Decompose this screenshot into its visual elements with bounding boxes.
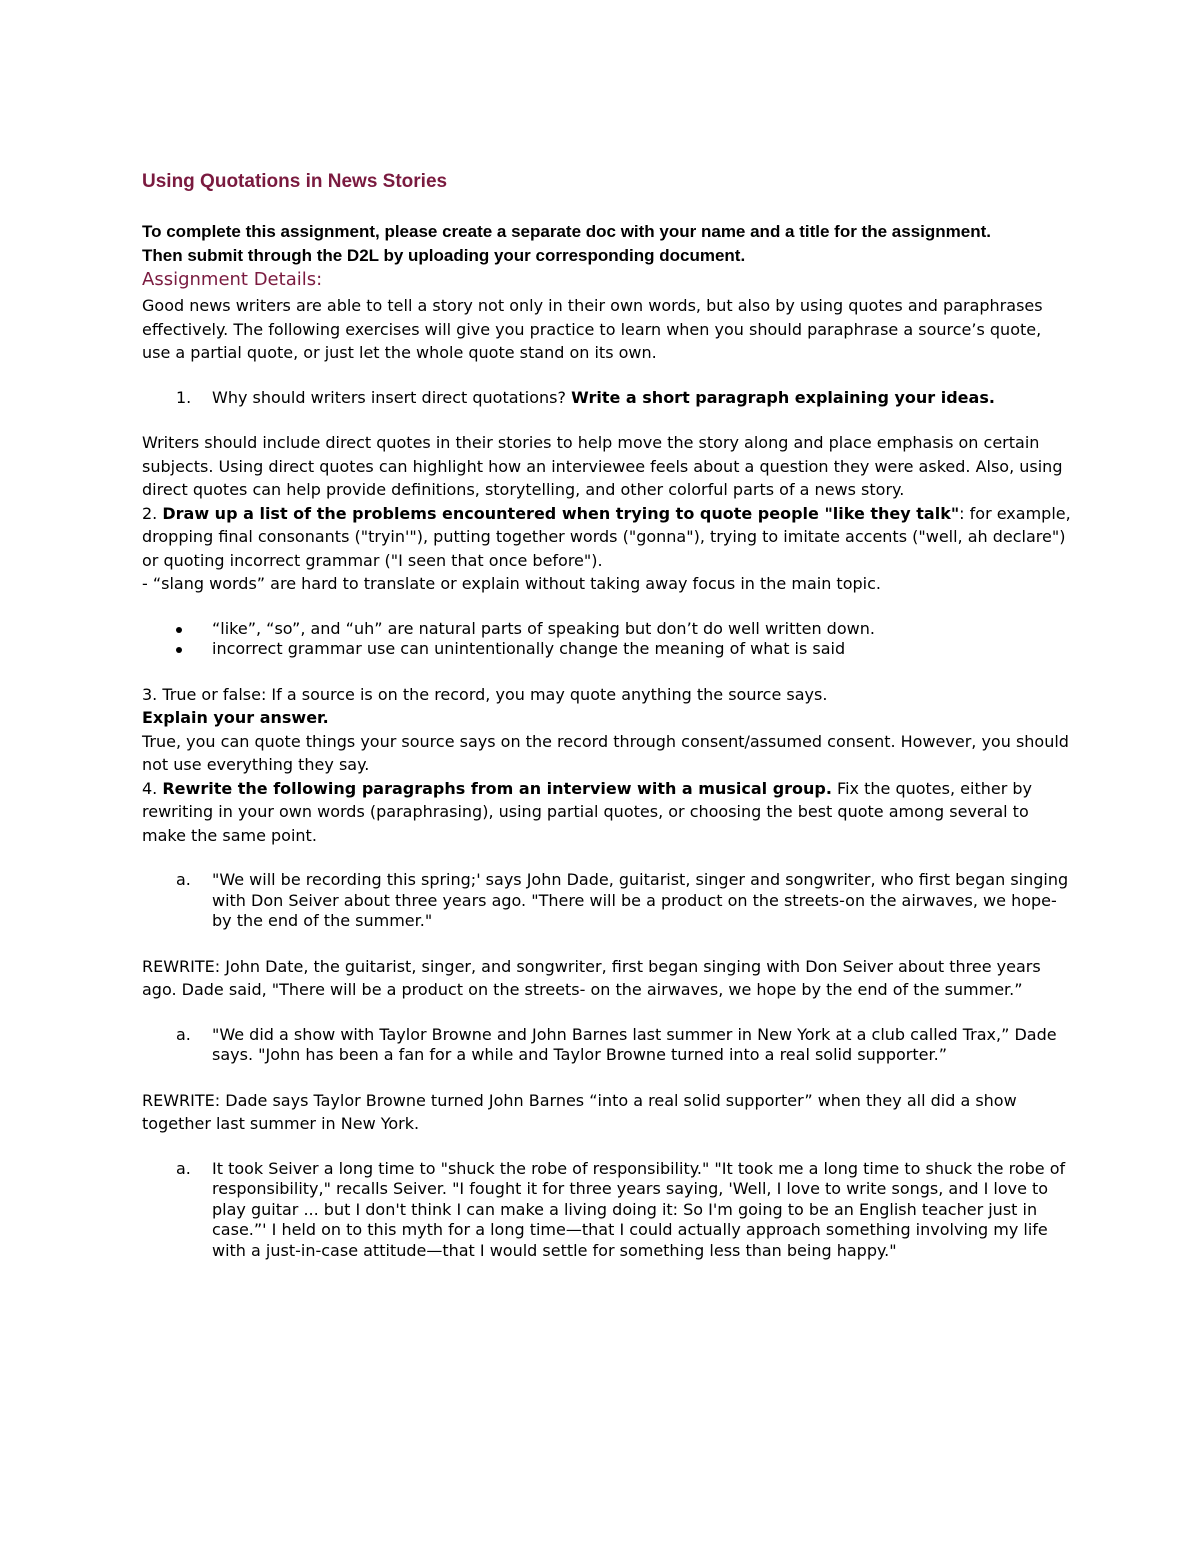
- list-item: [142, 619, 1072, 640]
- bullet-text: “like”, “so”, and “uh” are natural parts of speaking but don’t do well written down.: [212, 618, 875, 638]
- list-marker: a.: [176, 870, 191, 889]
- instructions-line-2: Then submit through the D2L by uploading your corresponding document.: [142, 246, 746, 265]
- question-1-text: Why should writers insert direct quotations?: [212, 387, 572, 407]
- item-text: "We will be recording this spring;' says John Dade, guitarist, singer and songwriter, who first began singing with Don Seiver about three years ago. "There will be a product on the streets-on the airwaves, we hope-by the end of the summer.": [212, 870, 1069, 930]
- item-a-3-list: [142, 1159, 1072, 1262]
- item-text: It took Seiver a long time to "shuck the robe of responsibility." "It took me a long time to shuck the robe of responsibility," recalls Seiver. "I fought it for three years saying, 'Well, I love to write songs, and I love to play guitar ... but I don't think I can make a living doing it: So I'm going to be an English teacher just in case.”' I held on to this myth for a long time—that I could actually approach something involving my life with a just-in-case attitude—that I would settle for something less than being happy.": [212, 1158, 1066, 1260]
- rewrite-1: REWRITE: John Date, the guitarist, singer, and songwriter, first began singing with Don Seiver about three years ago. Dade said, "There will be a product on the streets- on the airwaves, we hope by the end of the summer.”: [142, 956, 1041, 999]
- item-a-2-list: [142, 1025, 1072, 1066]
- list-marker: a.: [176, 1024, 191, 1044]
- list-item: [142, 1159, 1072, 1262]
- list-marker: 1.: [176, 387, 192, 407]
- answer-2-bullets: [142, 619, 1072, 660]
- item-text: "We did a show with Taylor Browne and John Barnes last summer in New York at a club called Trax,” Dade says. "John has been a fan for a while and Taylor Browne turned into a real solid supporter.”: [212, 1024, 1057, 1064]
- question-3-explain: [142, 706, 1072, 730]
- question-4: [142, 777, 1072, 848]
- page-title: Using Quotations in News Stories: [142, 171, 448, 192]
- question-4-rest: Fix the quotes, either by rewriting in your own words (paraphrasing), using partial quotes, or choosing the best quote among several to make the same point.: [142, 778, 1032, 845]
- question-4-bold: Rewrite the following paragraphs from an interview with a musical group.: [162, 778, 832, 798]
- item-a-1-list: [142, 870, 1072, 932]
- question-2: [142, 502, 1072, 573]
- question-1-list: [142, 388, 1072, 409]
- document-page: [142, 168, 1072, 1261]
- answer-1: Writers should include direct quotes in their stories to help move the story along and place emphasis on certain subjects. Using direct quotes can highlight how an interviewee feels about a question they were asked. Also, using direct quotes can help provide definitions, storytelling, and other colorful parts of a news story.: [142, 433, 1063, 499]
- question-1: [142, 388, 1072, 409]
- bullet-icon: [176, 647, 182, 653]
- bullet-icon: [176, 627, 182, 633]
- question-2-bold: Draw up a list of the problems encountered when trying to quote people "like they talk": [162, 503, 960, 523]
- assignment-details-heading: Assignment Details:: [142, 269, 323, 290]
- question-3-bold: Explain your answer.: [142, 708, 329, 727]
- question-2-rest: : for example, dropping final consonants ("tryin'"), putting together words ("gonna"), trying to imitate accents ("well, ah declare") or quoting incorrect grammar ("I seen that once before").: [142, 503, 1071, 570]
- bullet-text: incorrect grammar use can unintentionally change the meaning of what is said: [212, 639, 846, 658]
- instructions: [142, 220, 1072, 268]
- list-marker: a.: [176, 1158, 191, 1178]
- question-1-bold: Write a short paragraph explaining your ideas.: [571, 387, 995, 407]
- answer-2-dash-line: - “slang words” are hard to translate or explain without taking away focus in the main topic.: [142, 574, 881, 593]
- question-2-number: 2.: [142, 503, 163, 523]
- question-3: 3. True or false: If a source is on the record, you may quote anything the source says.: [142, 684, 828, 704]
- list-item: [142, 1025, 1072, 1066]
- answer-3: True, you can quote things your source says on the record through consent/assumed consent. However, you should not use everything they say.: [142, 731, 1069, 774]
- intro-paragraph: Good news writers are able to tell a story not only in their own words, but also by using quotes and paraphrases effectively. The following exercises will give you practice to learn when you should paraphrase a source’s quote, use a partial quote, or just let the whole quote stand on its own.: [142, 296, 1043, 362]
- list-item: [142, 870, 1072, 932]
- list-item: [142, 639, 1072, 660]
- instructions-line-1: To complete this assignment, please create a separate doc with your name and a title for the assignment.: [142, 222, 991, 241]
- rewrite-2: REWRITE: Dade says Taylor Browne turned John Barnes “into a real solid supporter” when they all did a show together last summer in New York.: [142, 1090, 1017, 1133]
- question-4-number: 4.: [142, 778, 163, 798]
